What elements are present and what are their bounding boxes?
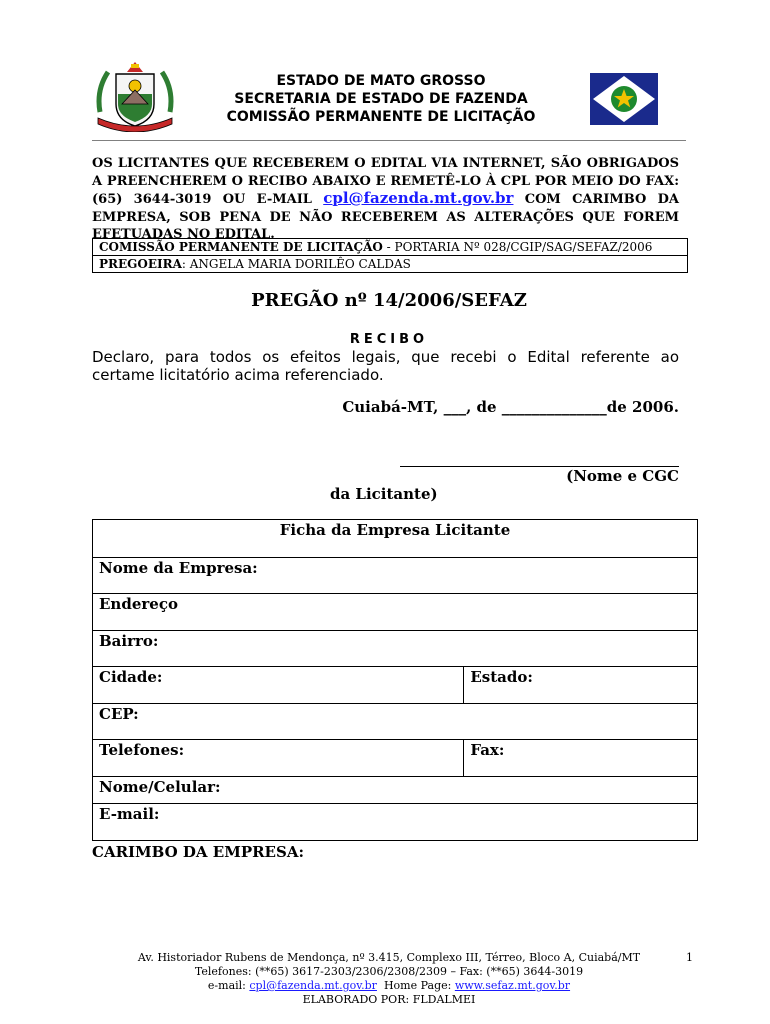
commission-row: [93, 239, 687, 255]
table-row: [93, 667, 698, 704]
pregoeira-value: : ANGELA MARIA DORILÊO CALDAS: [181, 257, 411, 271]
page-number: 1: [686, 951, 693, 964]
contact-mobile-field[interactable]: Nome/Celular:: [93, 777, 698, 804]
neighborhood-field[interactable]: Bairro:: [93, 631, 698, 667]
pregoeira-label: PREGOEIRA: [99, 257, 182, 271]
footer-homepage-link[interactable]: www.sefaz.mt.gov.br: [454, 979, 571, 992]
header-line-state: ESTADO DE MATO GROSSO: [276, 73, 486, 89]
fax-field[interactable]: Fax:: [464, 740, 698, 777]
address-field[interactable]: Endereço: [93, 594, 698, 631]
email-field[interactable]: E-mail:: [93, 804, 698, 841]
table-row: [93, 777, 698, 804]
notice-email-link[interactable]: cpl@fazenda.mt.gov.br: [323, 189, 514, 207]
commission-label: COMISSÃO PERMANENTE DE LICITAÇÃO: [99, 240, 383, 254]
footer-contacts: [92, 979, 686, 993]
footer-phones: Telefones: (**65) 3617-2303/2306/2308/2309 – Fax: (**65) 3644-3019: [194, 965, 584, 978]
state-field[interactable]: Estado:: [464, 667, 698, 704]
notice-text-after: COM CARIMBO DA EMPRESA, SOB PENA DE NÃO RECEBEREM AS ALTERAÇÕES QUE FOREM EFETUADAS NO EDITAL.: [92, 192, 679, 242]
table-row: [93, 558, 698, 594]
footer-email-link[interactable]: cpl@fazenda.mt.gov.br: [249, 979, 377, 992]
commission-value: - PORTARIA Nº 028/CGIP/SAG/SEFAZ/2006: [382, 240, 653, 254]
recibo-heading: RECIBO: [349, 332, 429, 347]
notice-text-before: OS LICITANTES QUE RECEBEREM O EDITAL VIA INTERNET, SÃO OBRIGADOS A PREENCHEREM O RECIBO ABAIXO E REMETÊ-LO À CPL POR MEIO DO FAX: (65) 3644-3019 OU E-MAIL: [92, 156, 679, 207]
city-date-line: Cuiabá-MT, ___, de ______________de 2006.: [342, 398, 679, 416]
signature-label: (Nome e CGC: [566, 467, 679, 485]
table-row: [93, 631, 698, 667]
flag-icon: [590, 73, 658, 125]
signature-label-continued: da Licitante): [330, 485, 438, 503]
footer-email-prefix: e-mail:: [207, 979, 250, 992]
notice-paragraph: [92, 155, 679, 244]
commission-info-box: [92, 238, 688, 273]
page-footer: [92, 951, 686, 1007]
company-form-table: [92, 519, 698, 841]
table-row: [93, 594, 698, 631]
footer-address: Av. Historiador Rubens de Mendonça, nº 3.415, Complexo III, Térreo, Bloco A, Cuiabá/MT: [137, 951, 641, 964]
table-row: [93, 704, 698, 740]
company-name-field[interactable]: Nome da Empresa:: [93, 558, 698, 594]
footer-author: ELABORADO POR: FLDALMEI: [302, 993, 476, 1006]
header-line-secretariat: SECRETARIA DE ESTADO DE FAZENDA: [234, 91, 528, 107]
table-row: [93, 740, 698, 777]
phones-field[interactable]: Telefones:: [93, 740, 464, 777]
table-row: [93, 804, 698, 841]
table-row: [93, 520, 698, 558]
pregoeira-row: [93, 255, 687, 272]
zip-field[interactable]: CEP:: [93, 704, 698, 740]
header-divider: [92, 140, 686, 141]
form-title: Ficha da Empresa Licitante: [93, 520, 698, 558]
footer-home-prefix: Home Page:: [376, 979, 455, 992]
header-line-commission: COMISSÃO PERMANENTE DE LICITAÇÃO: [226, 109, 536, 125]
header-title: [150, 72, 612, 126]
declaration-text: Declaro, para todos os efeitos legais, que recebi o Edital referente ao certame licitatório acima referenciado.: [92, 348, 679, 384]
company-stamp-label: CARIMBO DA EMPRESA:: [92, 843, 304, 861]
city-field[interactable]: Cidade:: [93, 667, 464, 704]
pregao-title: PREGÃO nº 14/2006/SEFAZ: [251, 290, 527, 311]
